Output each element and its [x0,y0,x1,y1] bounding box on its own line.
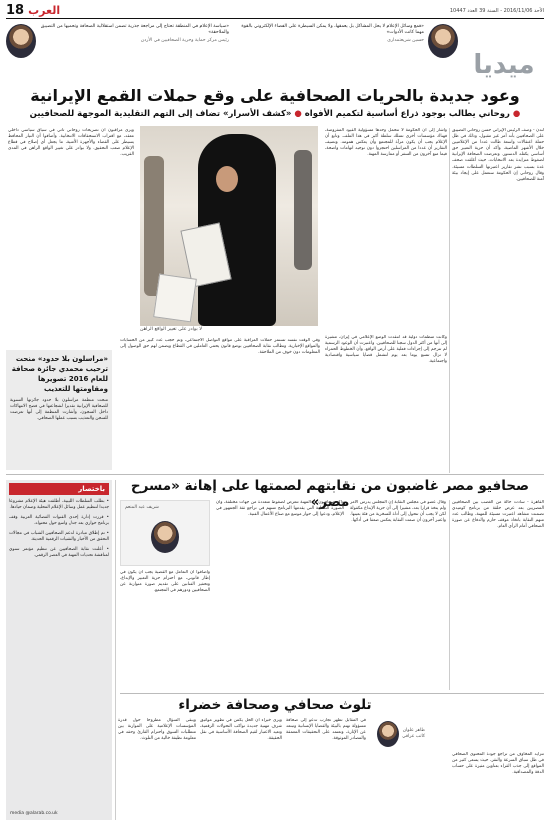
photo-bg-figure [294,150,312,270]
story-column-5: وفي الوقت نفسه تستمر حملات المراقبة على مواقع التواصل الاجتماعي، وتم حجب عدد كبير من الحسابات والمواقع الإخبارية. وتطالب نقابة الصحافيين بوضع قانون يحمي العاملين في القطاع ويضمن لهم حق الوصول إلى المعلومات دون خوف من الملاحقة. [120,338,320,356]
bullet-icon: ● [294,109,302,119]
section2-column-3: وأكد صحافيون أن المهنة تتعرض لضغوط متعددة من جهات مختلفة، وأن الصورة النمطية التي يقدمها البرنامج تسهم في تراجع ثقة الجمهور في الإعلام، ودعوا إلى حوار موسع مع صناع الأعمال الفنية. [216,500,344,518]
main-headline: وعود جديدة بالحريات الصحافية على وقع حملات القمع الإيرانية [30,86,520,105]
section2-author-box [120,500,210,566]
avatar [6,24,36,58]
section2-headline: صحافيو مصر غاضبون من نقابتهم لصمتها على إهانة «مسرح مصر» [130,478,530,510]
story-column-4: ويرى مراقبون أن تصريحات روحاني تأتي في سياق سياسي داخلي معقد، مع اقتراب الاستحقاقات الانتخابية. وأضافوا أن التيار المحافظ يسيطر على القضاء والأجهزة الأمنية، ما يجعل أي إصلاح في قطاع الإعلام صعب التحقيق. ولا بوادر على تغيير الواقع الراهن في المدى القريب. [8,128,134,158]
section2-column-2: وقال عضو في مجلس النقابة إن المجلس يدرس الأمر ولم يتخذ قرارا بعد، مشيرا إلى أن حرية الإبداع مكفولة لكن لا يجب أن تتحول إلى أداة للسخرية من فئة بعينها. واعتبر آخرون أن صمت النقابة يعكس ضعفا في أدائها. [350,500,446,524]
opinion-quote-left [6,22,229,80]
photo-face [216,166,238,192]
avatar [151,521,179,553]
section3-headline: تلوث صحافي وصحافة خضراء [178,697,372,713]
column-divider [115,480,116,820]
section3-column-2: في المقابل تظهر تجارب تدعو إلى صحافة مسؤولة تهتم بالبيئة والقضايا الإنسانية وتبتعد عن الإثارة، وتعتمد على التحقيقات المعمقة والمصادر الموثوقة. [286,718,366,742]
brief-item: • قررت إدارة إحدى القنوات الفضائية العربية وقف برنامج حواري بعد جدل واسع حول محتواه. [9,515,109,526]
divider [6,474,544,475]
column-divider [449,128,450,473]
section3-column-4: ويبقى السؤال مطروحا حول قدرة المؤسسات الإعلامية على الموازنة بين متطلبات السوق واحترام القارئ وحقه في معلومة نظيفة خالية من التلوث. [118,718,196,742]
divider [120,693,544,694]
top-bar [6,3,544,19]
quote-body: «قمع وسائل الإعلام لا يحل المشاكل بل يعمقها، ولا يمكن السيطرة على الفضاء الإلكتروني بالقوة مهما كانت الأدوات» [241,24,424,35]
brief-item: • بطلب السلطات الليبية، أطلقت هيئة الإعلام مشروعا جديدا لتنظيم عمل وسائل الإعلام المحلية وضمان حيادها. [9,499,109,510]
quote-body: «سياسة الإعلام في المنطقة تحتاج إلى مراجعة جذرية تضمن استقلالية الصحافة وتحميها من التضييق والملاحقة» [40,24,229,35]
page-number-block [6,3,60,18]
section3-author [370,718,425,750]
avatar [428,24,458,58]
sidebar-title: باختصار [9,483,109,495]
opinion-quote-right [235,22,458,80]
author-role: كاتب عراقي [402,734,425,739]
bullet-icon: ● [512,109,521,119]
quote-author: حسين شريعتمداري [387,38,424,43]
subhead-part2: «كشف الأسرار» تضاف إلى التهم التقليدية الموجهة للصحافيين [29,109,292,119]
section2-column-1: القاهرة - سادت حالة من الغضب بين الصحافيين المصريين بعد عرض حلقة من برنامج كوميدي تضمنت مشاهد اعتبرت مسيئة للمهنة، وطالب عدد منهم النقابة باتخاذ موقف حازم والدفاع عن صورة الصحافي أمام الرأي العام. [452,500,544,530]
author-name: شريف عبد المنعم [125,505,159,510]
section3-column-3: ويرى خبراء أن الحل يكمن في تطوير مواثيق شرف مهنية جديدة تواكب التحولات الرقمية، وتعيد الاعتبار لقيم الصحافة الأساسية في نقل الحقيقة. [200,718,282,742]
quote-text [40,24,229,80]
brand-name: العرب [28,4,61,17]
story-column-2: وأشار إلى أن الحكومة لا تتحمل وحدها مسؤولية القيود المفروضة، فهناك مؤسسات أخرى تمتلك سلطة أكبر في هذا الملف. وتابع أن الإعلام يجب أن يكون مرآة للمجتمع وأن يعكس همومه. وتضيف التقارير أن عددا من المراسلين احتجزوا دون توجيه اتهامات واضحة، فيما منع آخرون من السفر أو ممارسة المهنة. [325,128,447,158]
brief-item: • أعلنت نقابة الصحافيين عن تنظيم مؤتمر سنوي لمناقشة تحديات المهنة في العصر الرقمي. [9,547,109,558]
column-divider [449,500,450,690]
subheadline [14,108,536,120]
award-title: «مراسلون بلا حدود» منحت ترحيب محمدي جائزة صحافة للعام 2016 تصويرها ومقاومتها للتعذيب [11,355,108,393]
news-photo [140,126,318,326]
award-box [6,350,112,470]
photo-newspaper [153,274,197,323]
story-column-1: لندن - وصف الرئيس الإيراني حسن روحاني التضييق على الصحافيين بأنه أمر غير مقبول، وذلك في ظل حملة اعتقالات واسعة طالت عددا من الإعلاميين خلال الأشهر الماضية، وأكد أن حرية التعبير حق أساسي يكفله الدستور. وتعرضت الصحافة الإيرانية لضغوط متزايدة بعد الانتخابات، حيث أغلقت صحف عدة بسبب نشر تقارير اعتبرتها السلطات مسيئة. وقال روحاني إن الحكومة ستعمل على إيجاد بيئة آمنة للصحافيين. [452,128,544,182]
section-title: ميديا [473,50,535,80]
quote-author: رئيس مركز حماية وحرية الصحافيين في الأردن [140,38,229,43]
subhead-part1: روحاني يطالب بوجود ذراع أساسية لتكميم الأفواه [304,109,510,119]
award-body: منحت منظمة مراسلون بلا حدود جائزتها السنوية للصحافية الإيرانية تقديرا لشجاعتها في فضح الانتهاكات داخل السجون، وأشارت المنظمة إلى أنها تعرضت للسجن والتعذيب بسبب عملها الصحافي. [10,398,108,421]
brief-sidebar [6,480,112,820]
story-column-3: وكانت منظمات دولية قد انتقدت الوضع الإعلامي في إيران، مشيرة إلى أنها من أكثر الدول سجنا للصحافيين. واعتبرت أن الوعود الرسمية لم تترجم إلى إجراءات فعلية على أرض الواقع، وأن الخطوط الحمراء لا تزال تتسع يوما بعد يوم لتشمل قضايا سياسية واقتصادية واجتماعية. [325,335,447,365]
section3-column-1: تتزايد المخاوف من تراجع جودة المحتوى الصحافي في ظل سباق السرعة والنقر، حيث يسعى كثير من المواقع إلى جذب القراء بعناوين مثيرة على حساب الدقة والمصداقية. [452,752,544,776]
dateline: الأحد 2016/11/06 - السنة 39 العدد 10447 [449,7,544,14]
quote-text [235,24,424,80]
page-header [6,22,544,80]
section2-column-4: وأضافوا أن التعامل مع القضية يجب أن يكون في إطار قانوني، مع احترام حرية التعبير والإبداع، وتحفيز الفنانين على تقديم صورة متوازنة عن الصحافيين ودورهم في المجتمع. [120,570,210,594]
author-info [402,728,425,740]
author-name: طاهر علوان [402,728,425,733]
page-number: 18 [6,3,25,18]
avatar [377,721,399,747]
brief-item: • تم إطلاق مبادرة لدعم الصحافيين الشباب في مجالات التحقق من الأخبار والتقنيات الرقمية الحديثة. [9,531,109,542]
contact-email: media @alarab.co.uk [10,811,58,816]
photo-caption: لا بوادر على تغيير الواقع الراهن [140,327,203,332]
